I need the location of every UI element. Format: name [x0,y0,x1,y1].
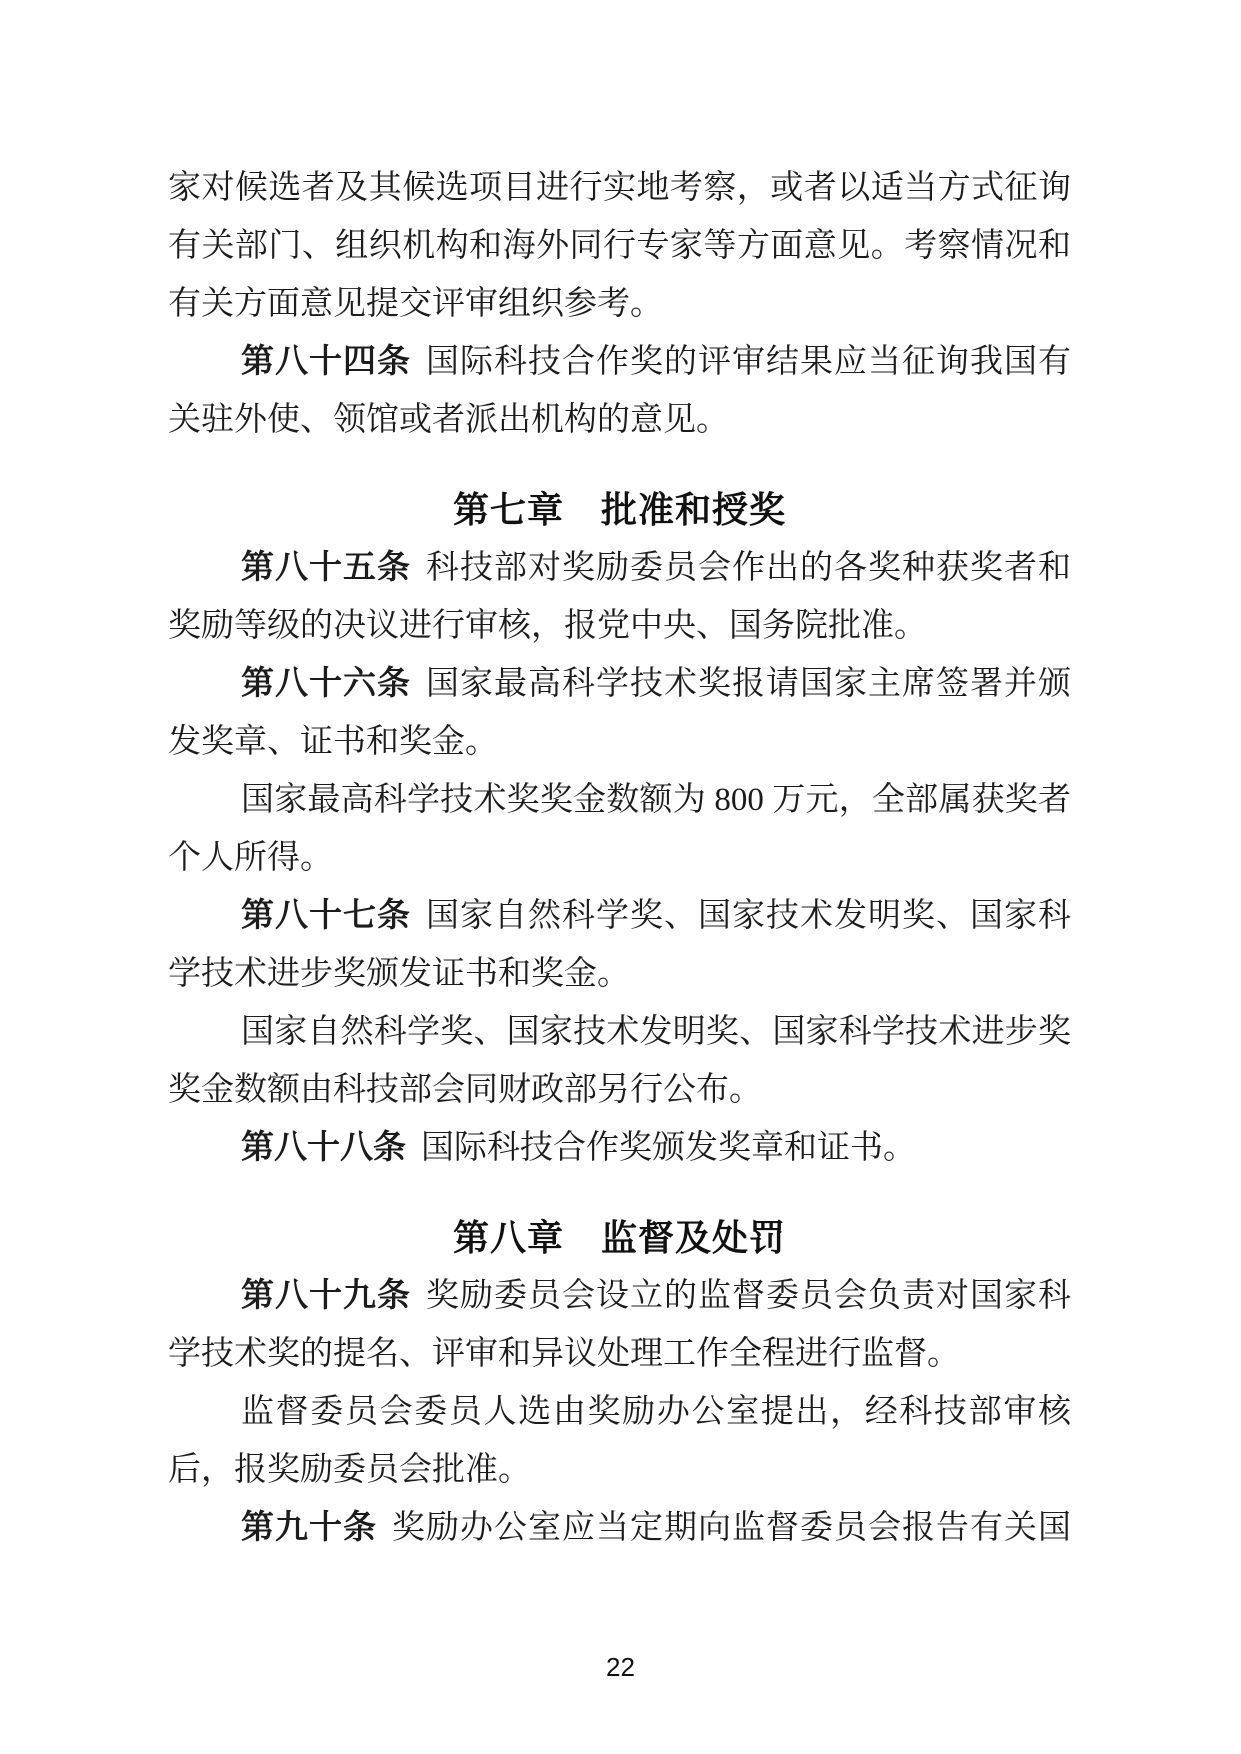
text-line [168,333,1071,391]
line-text: 学技术奖的提名、评审和异议处理工作全程进行监督。 [168,1336,960,1372]
article-number: 第八十七条 [241,898,411,934]
line-text: 国家最高科学技术奖奖金数额为 800 万元，全部属获奖者 [241,782,1071,818]
text-line [168,597,1071,655]
line-text: 国家自然科学奖、国家技术发明奖、国家科 [426,898,1071,934]
text-line [168,829,1071,887]
text-line [168,275,1071,333]
page-number: 22 [606,1652,635,1682]
text-line [168,1061,1071,1119]
article-number: 第八十九条 [241,1278,411,1314]
chapter-heading: 第七章 批准和授奖 [452,489,786,530]
text-line [168,1267,1071,1325]
text-line [168,771,1071,829]
text-line [168,713,1071,771]
line-text: 个人所得。 [168,840,333,876]
line-text: 后，报奖励委员会批准。 [168,1452,531,1488]
line-text: 奖金数额由科技部会同财政部另行公布。 [168,1072,762,1108]
line-text: 奖励等级的决议进行审核，报党中央、国务院批准。 [168,608,927,644]
article-number: 第八十六条 [241,666,411,702]
text-line [168,1325,1071,1383]
line-text: 有关部门、组织机构和海外同行专家等方面意见。考察情况和 [168,228,1071,264]
line-text: 家对候选者及其候选项目进行实地考察，或者以适当方式征询 [168,170,1071,206]
text-line [168,945,1071,1003]
text-line [168,1003,1071,1061]
line-text: 有关方面意见提交评审组织参考。 [168,286,663,322]
line-text: 学技术进步奖颁发证书和奖金。 [168,956,630,992]
line-text: 发奖章、证书和奖金。 [168,724,498,760]
line-text: 科技部对奖励委员会作出的各奖种获奖者和 [426,550,1071,586]
chapter-heading: 第八章 监督及处罚 [452,1217,786,1258]
text-line [168,539,1071,597]
article-number: 第八十五条 [241,550,411,586]
line-text: 国家最高科学技术奖报请国家主席签署并颁 [426,666,1071,702]
article-number: 第八十四条 [241,344,411,380]
text-line [168,159,1071,217]
text-line [168,887,1071,945]
text-line [168,655,1071,713]
document-body [168,159,1071,1557]
line-text: 监督委员会委员人选由奖励办公室提出，经科技部审核 [241,1394,1071,1430]
line-text: 国际科技合作奖的评审结果应当征询我国有 [426,344,1071,380]
text-line [168,1119,1071,1177]
line-text: 国家自然科学奖、国家技术发明奖、国家科学技术进步奖 [241,1014,1071,1050]
line-text: 国际科技合作奖颁发奖章和证书。 [421,1130,916,1166]
line-text: 奖励委员会设立的监督委员会负责对国家科 [426,1278,1071,1314]
text-line [168,1441,1071,1499]
article-number: 第八十八条 [241,1130,406,1166]
text-line [168,1383,1071,1441]
line-text: 关驻外使、领馆或者派出机构的意见。 [168,402,729,438]
article-number: 第九十条 [241,1510,377,1546]
line-text: 奖励办公室应当定期向监督委员会报告有关国 [392,1510,1071,1546]
text-line [168,391,1071,449]
text-line [168,217,1071,275]
text-line [168,1499,1071,1557]
